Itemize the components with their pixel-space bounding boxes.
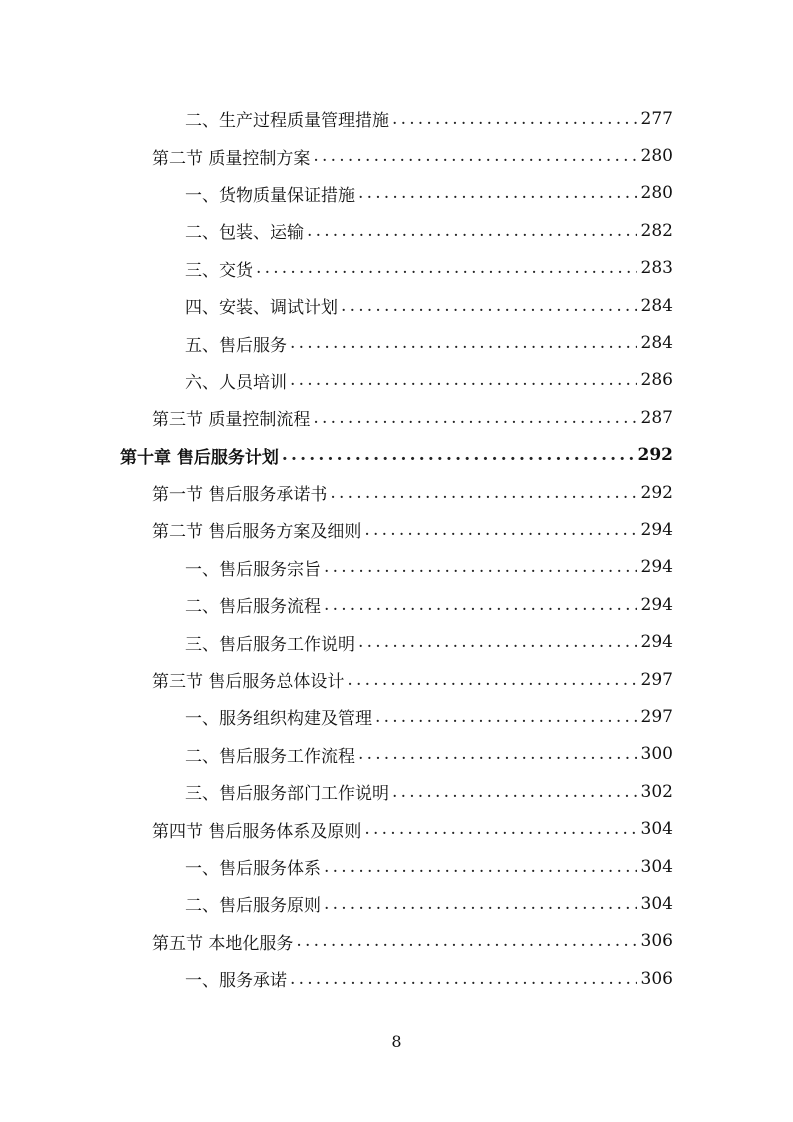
toc-entry-item[interactable] xyxy=(0,960,793,997)
toc-entry-title: 第五节 本地化服务 xyxy=(152,933,294,954)
toc-entry-line xyxy=(0,181,673,206)
toc-entry-title: 二、包装、运输 xyxy=(185,223,304,244)
toc-entry-section[interactable] xyxy=(0,399,793,436)
toc-entry-line xyxy=(0,218,673,243)
toc-entry-title: 四、安装、调试计划 xyxy=(185,298,338,319)
toc-entry-title: 第三节 售后服务总体设计 xyxy=(152,672,345,693)
toc-entry-page-number: 286 xyxy=(640,370,673,391)
toc-entry-line xyxy=(0,592,673,617)
toc-entry-item[interactable] xyxy=(0,773,793,810)
dot-leader xyxy=(324,595,637,615)
dot-leader xyxy=(290,370,637,390)
toc-entry-title: 六、人员培训 xyxy=(185,372,287,393)
page-number: 8 xyxy=(391,1032,402,1051)
dot-leader xyxy=(347,670,636,690)
toc-entry-item[interactable] xyxy=(0,324,793,361)
toc-entry-title: 三、售后服务部门工作说明 xyxy=(185,784,389,805)
toc-entry-item[interactable] xyxy=(0,100,793,137)
dot-leader xyxy=(282,445,634,465)
toc-entry-title: 第四节 售后服务体系及原则 xyxy=(152,821,362,842)
toc-entry-page-number: 280 xyxy=(640,146,673,167)
toc-entry-page-number: 294 xyxy=(640,632,673,653)
table-of-contents xyxy=(0,100,793,997)
toc-entry-line xyxy=(0,480,673,505)
dot-leader xyxy=(256,258,637,278)
toc-entry-line xyxy=(0,256,673,281)
toc-entry-page-number: 306 xyxy=(640,968,673,989)
toc-entry-page-number: 292 xyxy=(637,445,673,466)
toc-entry-line xyxy=(0,331,673,356)
dot-leader xyxy=(364,819,636,839)
toc-entry-page-number: 306 xyxy=(640,931,673,952)
toc-entry-item[interactable] xyxy=(0,549,793,586)
toc-entry-item[interactable] xyxy=(0,212,793,249)
toc-entry-title: 一、货物质量保证措施 xyxy=(185,185,355,206)
toc-entry-section[interactable] xyxy=(0,923,793,960)
toc-entry-line xyxy=(0,667,673,692)
toc-entry-title: 一、服务承诺 xyxy=(185,971,287,992)
toc-entry-item[interactable] xyxy=(0,698,793,735)
toc-entry-title: 三、交货 xyxy=(185,260,253,281)
toc-entry-page-number: 284 xyxy=(640,333,673,354)
toc-entry-section[interactable] xyxy=(0,474,793,511)
toc-entry-page-number: 304 xyxy=(640,893,673,914)
toc-entry-page-number: 277 xyxy=(640,108,673,129)
toc-entry-line xyxy=(0,704,673,729)
toc-entry-title: 二、生产过程质量管理措施 xyxy=(185,111,389,132)
toc-entry-title: 第二节 质量控制方案 xyxy=(152,148,311,169)
toc-entry-item[interactable] xyxy=(0,586,793,623)
toc-entry-line xyxy=(0,779,673,804)
toc-entry-title: 第二节 售后服务方案及细则 xyxy=(152,522,362,543)
toc-entry-title: 三、售后服务工作说明 xyxy=(185,634,355,655)
toc-entry-line xyxy=(0,106,673,131)
dot-leader xyxy=(307,221,637,241)
toc-entry-item[interactable] xyxy=(0,623,793,660)
toc-entry-page-number: 304 xyxy=(640,819,673,840)
toc-entry-page-number: 302 xyxy=(640,781,673,802)
toc-entry-line xyxy=(0,555,673,580)
toc-entry-section[interactable] xyxy=(0,661,793,698)
dot-leader xyxy=(290,333,637,353)
toc-entry-title: 一、售后服务宗旨 xyxy=(185,559,321,580)
dot-leader xyxy=(330,483,636,503)
toc-entry-page-number: 300 xyxy=(640,744,673,765)
dot-leader xyxy=(358,183,637,203)
toc-entry-line xyxy=(0,517,673,542)
toc-entry-chapter[interactable] xyxy=(0,437,793,474)
toc-entry-line xyxy=(0,443,673,468)
toc-entry-line xyxy=(0,966,673,991)
toc-entry-section[interactable] xyxy=(0,511,793,548)
toc-entry-page-number: 294 xyxy=(640,519,673,540)
toc-entry-line xyxy=(0,405,673,430)
toc-entry-line xyxy=(0,293,673,318)
dot-leader xyxy=(296,931,636,951)
toc-entry-page-number: 284 xyxy=(640,295,673,316)
dot-leader xyxy=(290,969,637,989)
toc-entry-item[interactable] xyxy=(0,885,793,922)
toc-entry-line xyxy=(0,742,673,767)
toc-entry-page-number: 292 xyxy=(640,482,673,503)
dot-leader xyxy=(392,782,637,802)
dot-leader xyxy=(375,707,637,727)
dot-leader xyxy=(313,146,636,166)
toc-entry-section[interactable] xyxy=(0,810,793,847)
dot-leader xyxy=(364,520,636,540)
dot-leader xyxy=(358,744,637,764)
dot-leader xyxy=(358,632,637,652)
toc-entry-line xyxy=(0,854,673,879)
toc-entry-title: 二、售后服务原则 xyxy=(185,896,321,917)
toc-entry-page-number: 294 xyxy=(640,557,673,578)
toc-entry-item[interactable] xyxy=(0,250,793,287)
toc-entry-item[interactable] xyxy=(0,848,793,885)
toc-entry-title: 二、售后服务流程 xyxy=(185,597,321,618)
toc-entry-page-number: 280 xyxy=(640,183,673,204)
toc-entry-page-number: 304 xyxy=(640,856,673,877)
toc-entry-line xyxy=(0,368,673,393)
toc-entry-title: 第三节 质量控制流程 xyxy=(152,410,311,431)
toc-entry-item[interactable] xyxy=(0,175,793,212)
toc-entry-page-number: 294 xyxy=(640,594,673,615)
toc-entry-title: 一、售后服务体系 xyxy=(185,859,321,879)
dot-leader xyxy=(341,296,637,316)
toc-entry-page-number: 297 xyxy=(640,669,673,690)
toc-entry-line xyxy=(0,929,673,954)
toc-entry-title: 一、服务组织构建及管理 xyxy=(185,709,372,730)
dot-leader xyxy=(324,557,637,577)
toc-entry-page-number: 297 xyxy=(640,706,673,727)
toc-entry-title: 第十章 售后服务计划 xyxy=(120,447,279,468)
dot-leader xyxy=(313,408,636,428)
toc-entry-item[interactable] xyxy=(0,287,793,324)
toc-entry-item[interactable] xyxy=(0,736,793,773)
toc-entry-title: 二、售后服务工作流程 xyxy=(185,746,355,767)
toc-entry-page-number: 282 xyxy=(640,220,673,241)
toc-entry-line xyxy=(0,817,673,842)
dot-leader xyxy=(324,894,637,914)
toc-entry-line xyxy=(0,630,673,655)
toc-entry-section[interactable] xyxy=(0,137,793,174)
toc-entry-line xyxy=(0,144,673,169)
dot-leader xyxy=(324,857,637,877)
toc-entry-item[interactable] xyxy=(0,362,793,399)
toc-entry-line xyxy=(0,891,673,916)
toc-entry-title: 第一节 售后服务承诺书 xyxy=(152,485,328,506)
toc-entry-page-number: 283 xyxy=(640,258,673,279)
toc-entry-page-number: 287 xyxy=(640,407,673,428)
toc-entry-title: 五、售后服务 xyxy=(185,335,287,356)
dot-leader xyxy=(392,109,637,129)
